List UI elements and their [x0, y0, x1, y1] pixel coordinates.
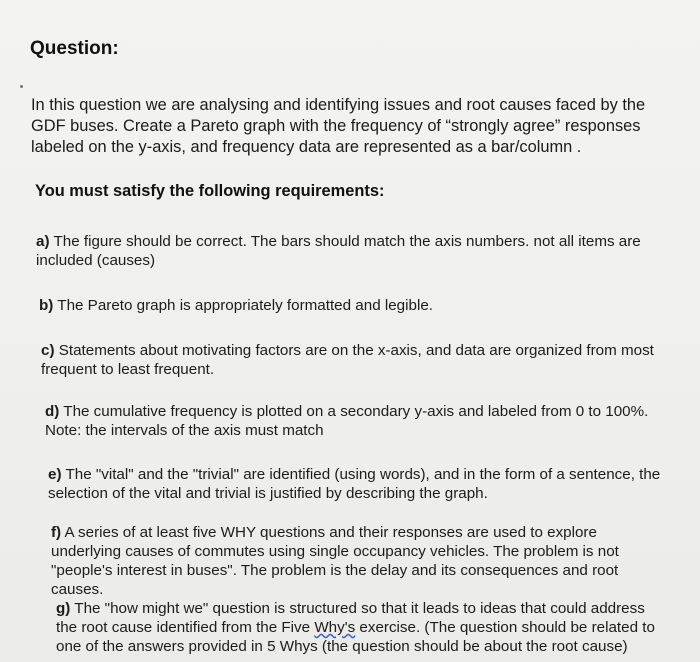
question-heading: Question:: [30, 38, 119, 59]
requirement-g-underlined-word: Why's: [314, 619, 356, 636]
requirement-a: [36, 232, 676, 270]
requirement-e-text: The "vital" and the "trivial" are identified (using words), and in the form of a sentence, the selection of the vital and trivial is justified by describing the graph.: [48, 466, 661, 502]
requirement-b-text: The Pareto graph is appropriately formatted and legible.: [57, 297, 433, 314]
requirement-f: [51, 523, 671, 599]
requirement-e: [48, 465, 673, 503]
requirement-d-text: The cumulative frequency is plotted on a secondary y-axis and labeled from 0 to 100%. Note: the intervals of the axis must match: [45, 403, 649, 439]
stray-mark: [20, 85, 23, 88]
requirement-a-text: The figure should be correct. The bars should match the axis numbers. not all items are included (causes): [36, 233, 641, 269]
requirement-f-label: f): [51, 524, 62, 541]
requirement-g: [56, 599, 668, 656]
requirement-c-text: Statements about motivating factors are on the x-axis, and data are organized from most frequent to least frequent.: [41, 342, 654, 378]
requirement-c: [41, 341, 676, 379]
requirement-b-label: b): [39, 297, 54, 314]
requirement-c-label: c): [41, 342, 55, 359]
requirement-d: [45, 402, 675, 440]
requirement-a-label: a): [36, 233, 50, 250]
requirements-title: You must satisfy the following requirements:: [35, 182, 385, 200]
requirement-e-label: e): [48, 466, 62, 483]
requirement-g-text-after: exercise. (The question should be related to one of the answers provided in 5 Whys (the question should be about the root cause): [56, 619, 655, 655]
question-intro: In this question we are analysing and identifying issues and root causes faced by the GDF buses. Create a Pareto graph with the frequency of “strongly agree” responses labeled on the y-axis, and frequency data are represented as a bar/column .: [31, 96, 646, 156]
requirement-d-label: d): [45, 403, 60, 420]
requirement-f-text: A series of at least five WHY questions and their responses are used to explore underlying causes of commutes using single occupancy vehicles. The problem is not "people's interest in buses". The problem is the delay and its consequences and root causes.: [51, 524, 619, 598]
requirement-b: [39, 296, 679, 315]
requirement-g-text-before: The "how might we" question is structured so that it leads to ideas that could address the root cause identified from the Five: [56, 600, 645, 636]
requirement-g-label: g): [56, 600, 71, 617]
